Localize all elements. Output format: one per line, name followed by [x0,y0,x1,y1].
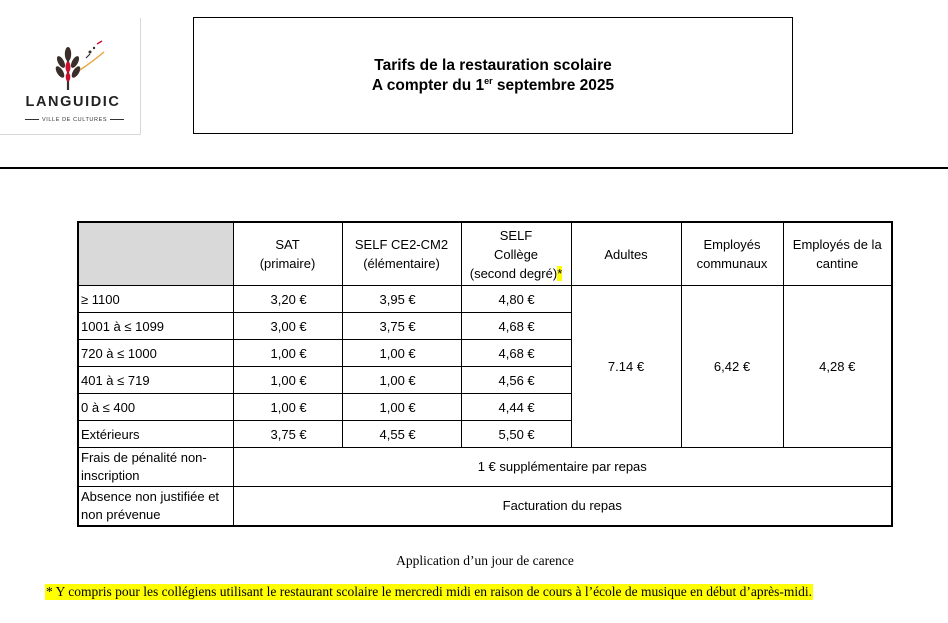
absence-row [78,487,892,527]
sat-value: 3,00 € [233,313,342,340]
self-ce2-value: 3,95 € [342,286,461,313]
self-ce2-value: 1,00 € [342,394,461,421]
title-line-1: Tarifs de la restauration scolaire [374,56,612,74]
title-line-2 [372,76,614,96]
sat-value: 1,00 € [233,340,342,367]
header-self-college: SELF Collège (second degré)* [461,222,571,286]
penalite-value: 1 € supplémentaire par repas [233,448,892,487]
logo-tagline: VILLE DE CULTURES [22,117,124,123]
header-employes-communaux: Employés communaux [681,222,783,286]
title-superscript: er [484,75,493,86]
logo [0,18,141,135]
title-line-2-prefix: A compter du 1 [371,76,485,94]
adultes-value: 7.14 € [571,286,681,448]
sat-value: 3,75 € [233,421,342,448]
header-self-ce2: SELF CE2-CM2 (élémentaire) [342,222,461,286]
self-ce2-value: 1,00 € [342,340,461,367]
horizontal-divider [0,167,948,169]
footnote: * Y compris pour les collégiens utilisant le restaurant scolaire le mercredi midi en raison de cours à l’école de musique en début d’après-midi. [46,584,812,599]
asterisk-marker: * [557,265,563,281]
row-label: 0 à ≤ 400 [78,394,233,421]
logo-name: LANGUIDIC [25,94,121,110]
sat-value: 1,00 € [233,394,342,421]
self-college-value: 4,44 € [461,394,571,421]
header-employes-cantine: Employés de la cantine [783,222,892,286]
row-label: ≥ 1100 [78,286,233,313]
employes-communaux-value: 6,42 € [681,286,783,448]
self-ce2-value: 1,00 € [342,367,461,394]
self-college-value: 5,50 € [461,421,571,448]
title-line-2-suffix: septembre 2025 [492,76,615,94]
header-sat: SAT (primaire) [233,222,342,286]
sat-value: 3,20 € [233,286,342,313]
table-header-row [78,222,892,286]
self-ce2-value: 3,75 € [342,313,461,340]
self-college-value: 4,56 € [461,367,571,394]
header-adultes: Adultes [571,222,681,286]
self-college-value: 4,68 € [461,313,571,340]
self-ce2-value: 4,55 € [342,421,461,448]
row-label: 401 à ≤ 719 [78,367,233,394]
sat-value: 1,00 € [233,367,342,394]
penalite-row [78,448,892,487]
absence-value: Facturation du repas [233,487,892,527]
absence-label: Absence non justifiée et non prévenue [78,487,233,527]
penalite-label: Frais de pénalité non-inscription [78,448,233,487]
row-label: Extérieurs [78,421,233,448]
wheat-logo-icon [50,40,110,92]
table-row [78,286,892,313]
row-label: 720 à ≤ 1000 [78,340,233,367]
self-college-value: 4,68 € [461,340,571,367]
header-blank-cell [78,222,233,286]
employes-cantine-value: 4,28 € [783,286,892,448]
carence-note: Application d’un jour de carence [396,553,574,568]
self-college-value: 4,80 € [461,286,571,313]
row-label: 1001 à ≤ 1099 [78,313,233,340]
title-box [193,17,793,134]
tarifs-table [77,221,893,527]
